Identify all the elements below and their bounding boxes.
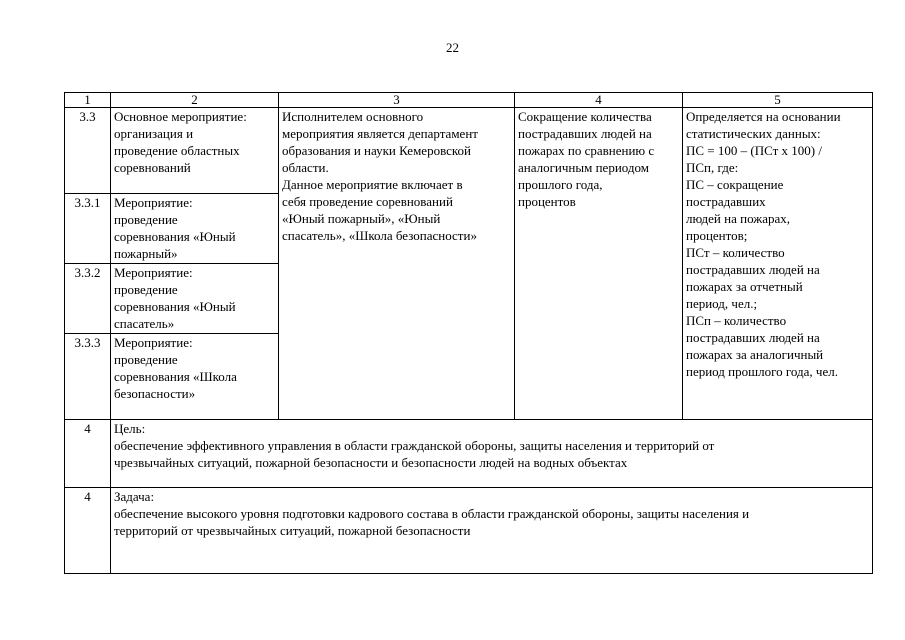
task-text: Задача: обеспечение высокого уровня подготовки кадрового состава в области гражданской обороны, защиты населения и территорий от чрезвычайных ситуаций, пожарной безопасности [111,488,873,574]
row-number: 3.3.3 [65,334,111,420]
measure-name: Мероприятие: проведение соревнования «Юный пожарный» [111,194,279,264]
column-number-1: 1 [65,93,111,108]
row-number: 4 [65,488,111,574]
executor-description: Исполнителем основного мероприятия является департамент образования и науки Кемеровской области. Данное мероприятие включает в себя проведение соревнований «Юный пожарный», «Юный спасатель», «Школа безопасности» [279,108,515,420]
page-number: 22 [446,40,459,55]
row-number: 4 [65,420,111,488]
column-number-5: 5 [683,93,873,108]
program-table [64,92,873,574]
calculation-method: Определяется на основании статистических данных: ПС = 100 – (ПСт х 100) / ПСп, где: ПС – сокращение пострадавших людей на пожарах, процентов; ПСт – количество пострадавших людей на пожарах за отчетный период, чел.; ПСп – количество пострадавших людей на пожарах за аналогичный период прошлого года, чел. [683,108,873,420]
task-row [65,488,873,574]
table-row-3-3 [65,108,873,194]
indicator-name: Сокращение количества пострадавших людей на пожарах по сравнению с аналогичным периодом прошлого года, процентов [515,108,683,420]
measure-name: Мероприятие: проведение соревнования «Юный спасатель» [111,264,279,334]
goal-row [65,420,873,488]
column-number-row [65,93,873,108]
goal-text: Цель: обеспечение эффективного управления в области гражданской обороны, защиты населения и территорий от чрезвычайных ситуаций, пожарной безопасности и безопасности людей на водных объектах [111,420,873,488]
column-number-2: 2 [111,93,279,108]
row-number: 3.3 [65,108,111,194]
measure-name: Основное мероприятие: организация и проведение областных соревнований [111,108,279,194]
row-number: 3.3.2 [65,264,111,334]
row-number: 3.3.1 [65,194,111,264]
column-number-3: 3 [279,93,515,108]
measure-name: Мероприятие: проведение соревнования «Школа безопасности» [111,334,279,420]
column-number-4: 4 [515,93,683,108]
